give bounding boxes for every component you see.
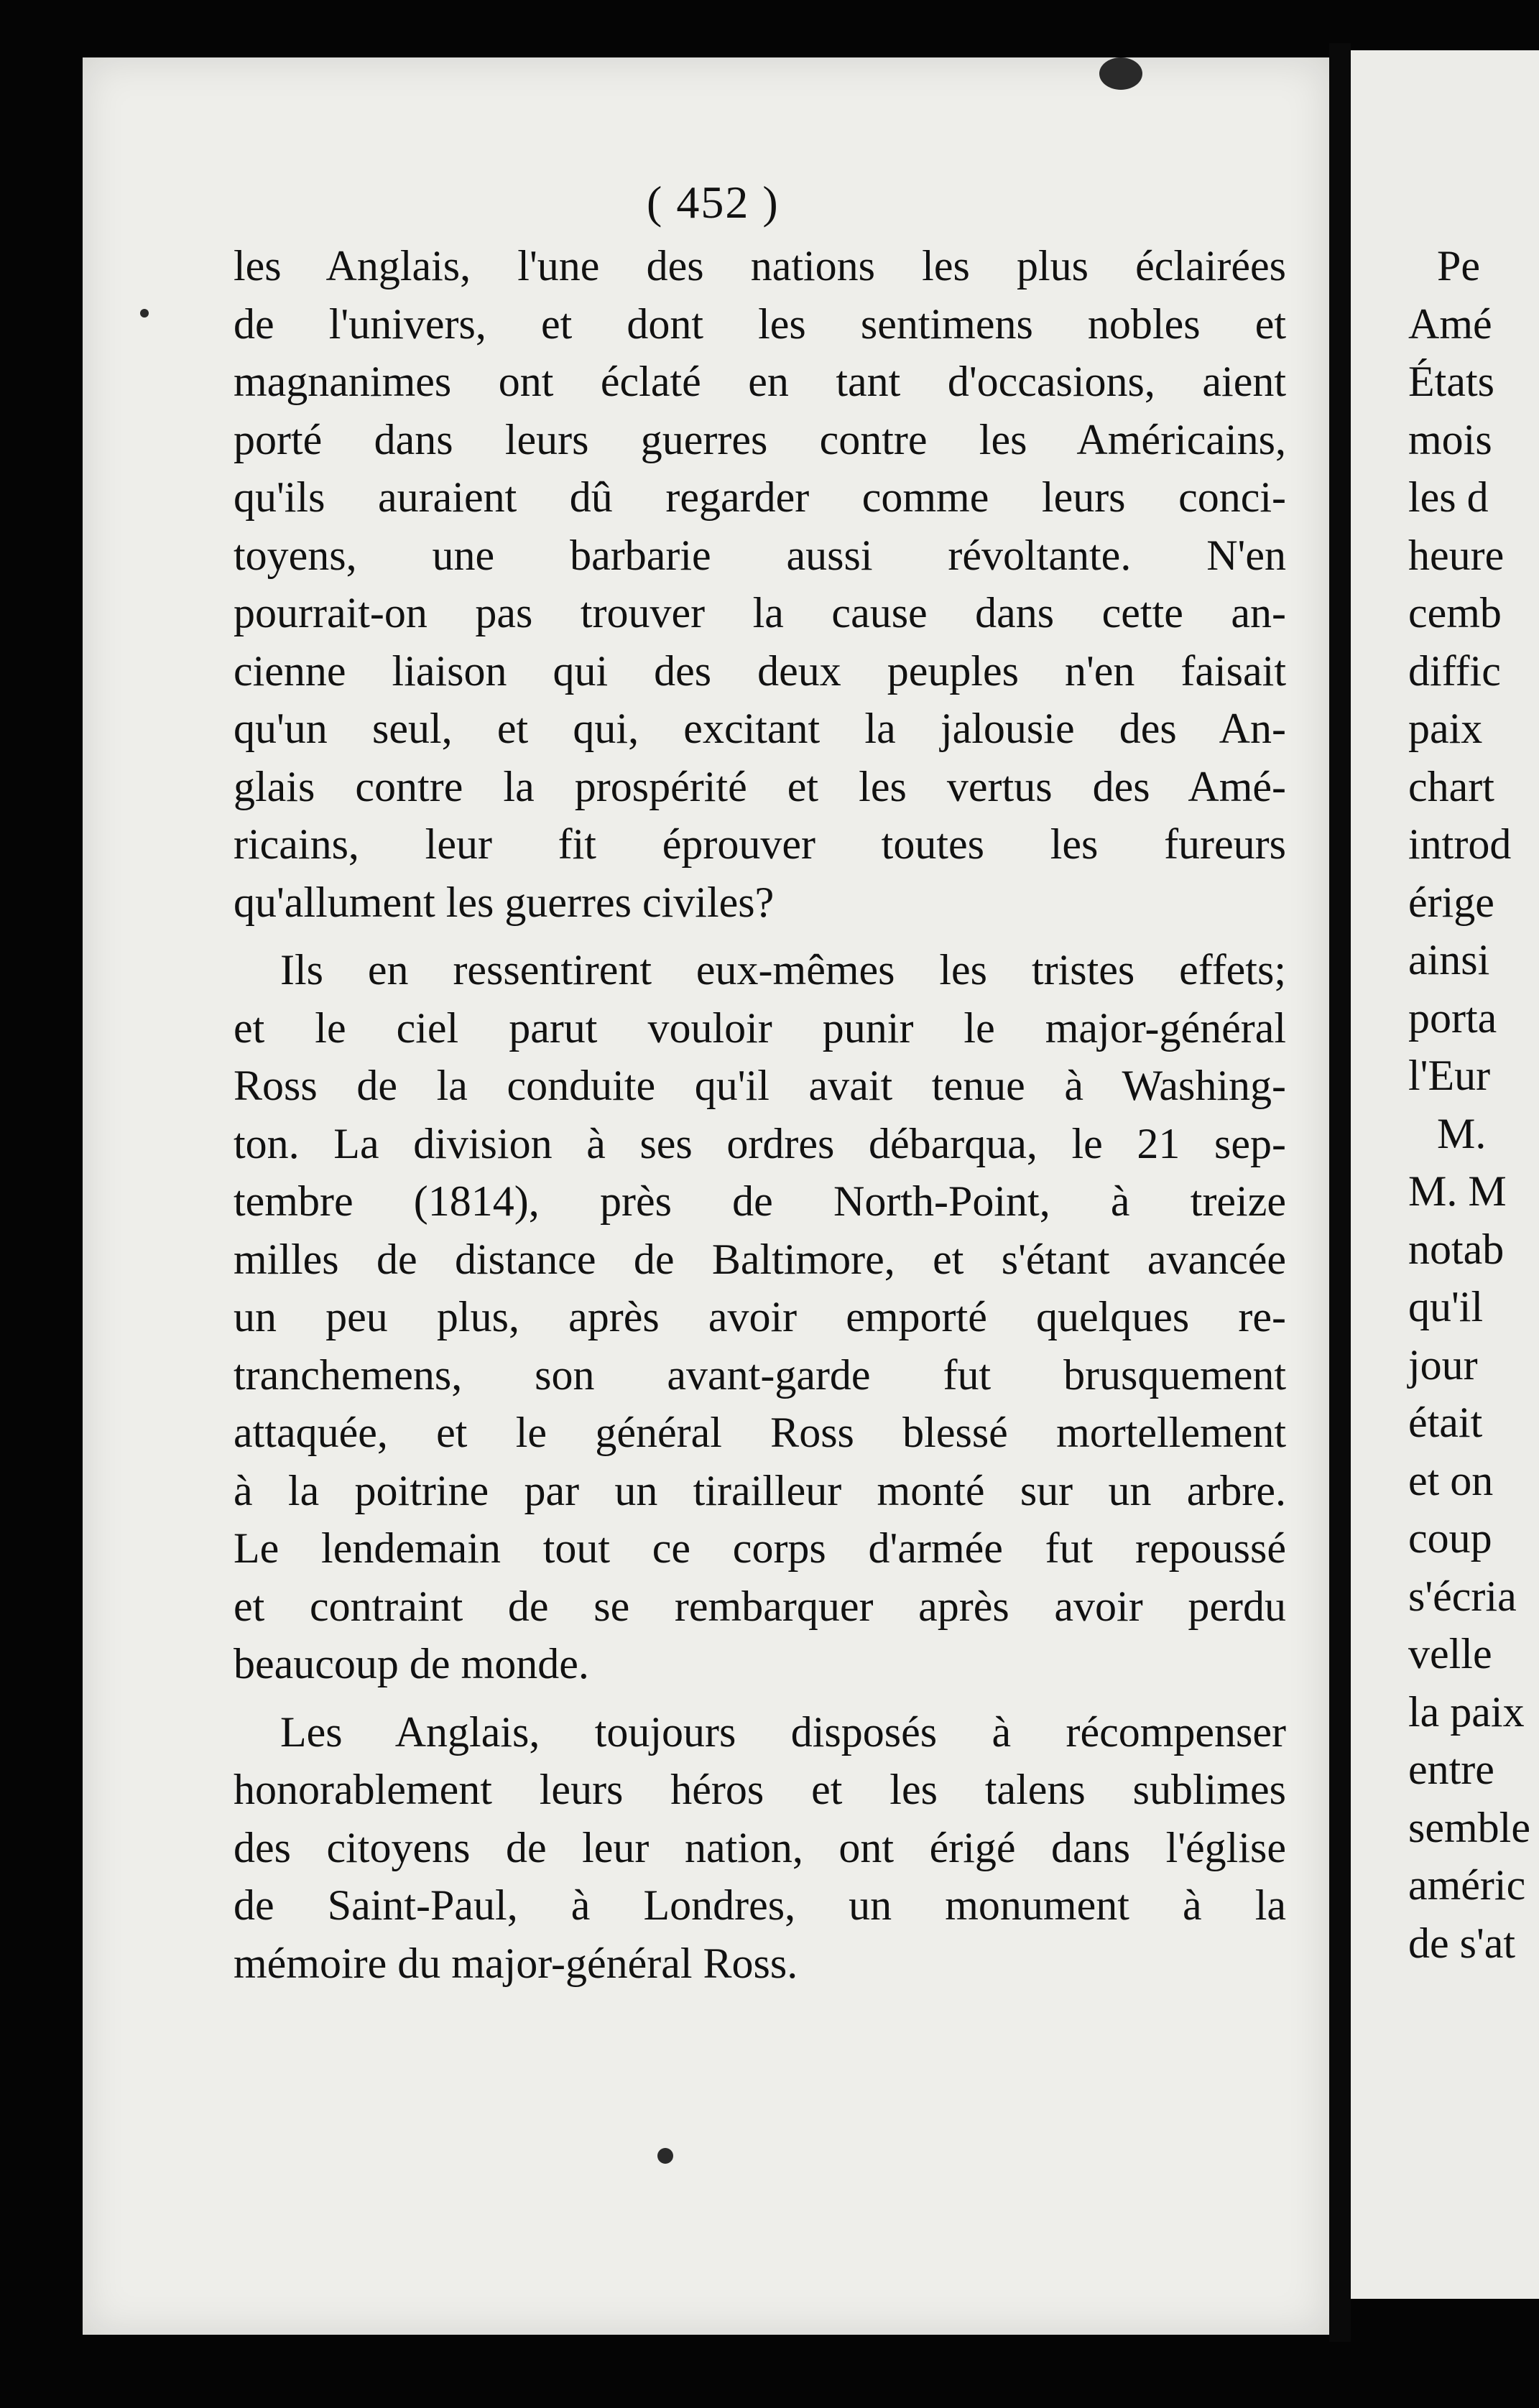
text-line: les Anglais, l'une des nations les plus éclairées (234, 242, 1286, 290)
right-line: ainsi (1408, 936, 1490, 983)
book-gutter (1329, 43, 1351, 2342)
right-line: notab (1408, 1225, 1505, 1273)
right-line: la paix (1408, 1687, 1525, 1736)
text-line: tranchemens, son avant-garde fut brusquement (234, 1351, 1286, 1399)
ink-blot (1099, 57, 1142, 90)
text-line: honorablement leurs héros et les talens sublimes (234, 1766, 1286, 1813)
ink-speck (657, 2148, 673, 2164)
right-line: de s'at (1408, 1919, 1516, 1967)
text-line: milles de distance de Baltimore, et s'étant avancée (234, 1235, 1286, 1283)
right-line: Pe (1437, 242, 1480, 290)
right-line: jour (1408, 1340, 1478, 1389)
text-line: qu'ils auraient dû regarder comme leurs conci- (234, 473, 1286, 521)
text-line: glais contre la prospérité et les vertus des Amé- (234, 762, 1286, 810)
text-line: qu'allument les guerres civiles? (234, 878, 775, 926)
text-line: Les Anglais, toujours disposés à récompenser (280, 1708, 1286, 1756)
right-line: M. (1437, 1109, 1487, 1157)
text-line: à la poitrine par un tirailleur monté sur un arbre. (234, 1466, 1286, 1514)
right-line: introd (1408, 820, 1512, 868)
text-line: et contraint de se rembarquer après avoir perdu (234, 1582, 1286, 1630)
body-text (234, 237, 1286, 1992)
text-line: et le ciel parut vouloir punir le major-général (234, 1004, 1286, 1052)
text-line: Le lendemain tout ce corps d'armée fut repoussé (234, 1524, 1286, 1572)
right-line: paix (1408, 705, 1483, 752)
right-line: chart (1408, 762, 1494, 810)
text-line: mémoire du major-général Ross. (234, 1939, 798, 1987)
right-line: érige (1408, 878, 1494, 926)
right-line: s'écria (1408, 1572, 1517, 1620)
right-line: et on (1408, 1456, 1494, 1504)
right-line: heure (1408, 531, 1505, 579)
text-line: magnanimes ont éclaté en tant d'occasions, aient (234, 358, 1286, 405)
text-line: pourrait-on pas trouver la cause dans cette an- (234, 589, 1286, 636)
paragraph-1 (234, 237, 1286, 931)
text-line: attaquée, et le général Ross blessé mortellement (234, 1409, 1286, 1456)
page-number: ( 452 ) (647, 177, 780, 228)
paragraph-2 (234, 941, 1286, 1693)
text-line: porté dans leurs guerres contre les Américains, (234, 415, 1286, 463)
right-line: M. M (1408, 1167, 1507, 1215)
right-line: velle (1408, 1630, 1492, 1677)
right-line: était (1408, 1399, 1483, 1446)
right-line: États (1408, 358, 1494, 405)
right-line: diffic (1408, 647, 1501, 695)
right-line: semble (1408, 1803, 1530, 1851)
right-line: mois (1408, 415, 1492, 463)
paragraph-3 (234, 1703, 1286, 1993)
text-line: un peu plus, après avoir emporté quelques re- (234, 1293, 1286, 1340)
text-line: cienne liaison qui des deux peuples n'en faisait (234, 647, 1286, 695)
right-line: coup (1408, 1514, 1492, 1562)
right-line: Amé (1408, 300, 1492, 348)
right-line: les d (1408, 473, 1489, 521)
text-line: Ross de la conduite qu'il avait tenue à Washing- (234, 1062, 1286, 1109)
text-line: des citoyens de leur nation, ont érigé dans l'église (234, 1823, 1286, 1871)
text-line: ton. La division à ses ordres débarqua, le 21 sep- (234, 1119, 1286, 1167)
right-line: entre (1408, 1746, 1494, 1793)
ink-speck (140, 309, 149, 318)
text-line: beaucoup de monde. (234, 1640, 589, 1687)
text-line: Ils en ressentirent eux-mêmes les tristes effets; (280, 946, 1286, 994)
text-line: qu'un seul, et qui, excitant la jalousie des An- (234, 705, 1286, 752)
right-line: l'Eur (1408, 1052, 1491, 1099)
text-line: toyens, une barbarie aussi révoltante. N'en (234, 531, 1286, 579)
right-page-text (1408, 237, 1530, 1972)
right-line: qu'il (1408, 1283, 1484, 1330)
text-line: de l'univers, et dont les sentimens nobles et (234, 300, 1286, 348)
text-line: de Saint-Paul, à Londres, un monument à la (234, 1881, 1286, 1929)
text-line: ricains, leur fit éprouver toutes les fureurs (234, 820, 1286, 868)
right-line: porta (1408, 994, 1497, 1042)
right-line: améric (1408, 1861, 1526, 1909)
right-line: cemb (1408, 589, 1502, 636)
text-line: tembre (1814), près de North-Point, à treize (234, 1177, 1286, 1225)
